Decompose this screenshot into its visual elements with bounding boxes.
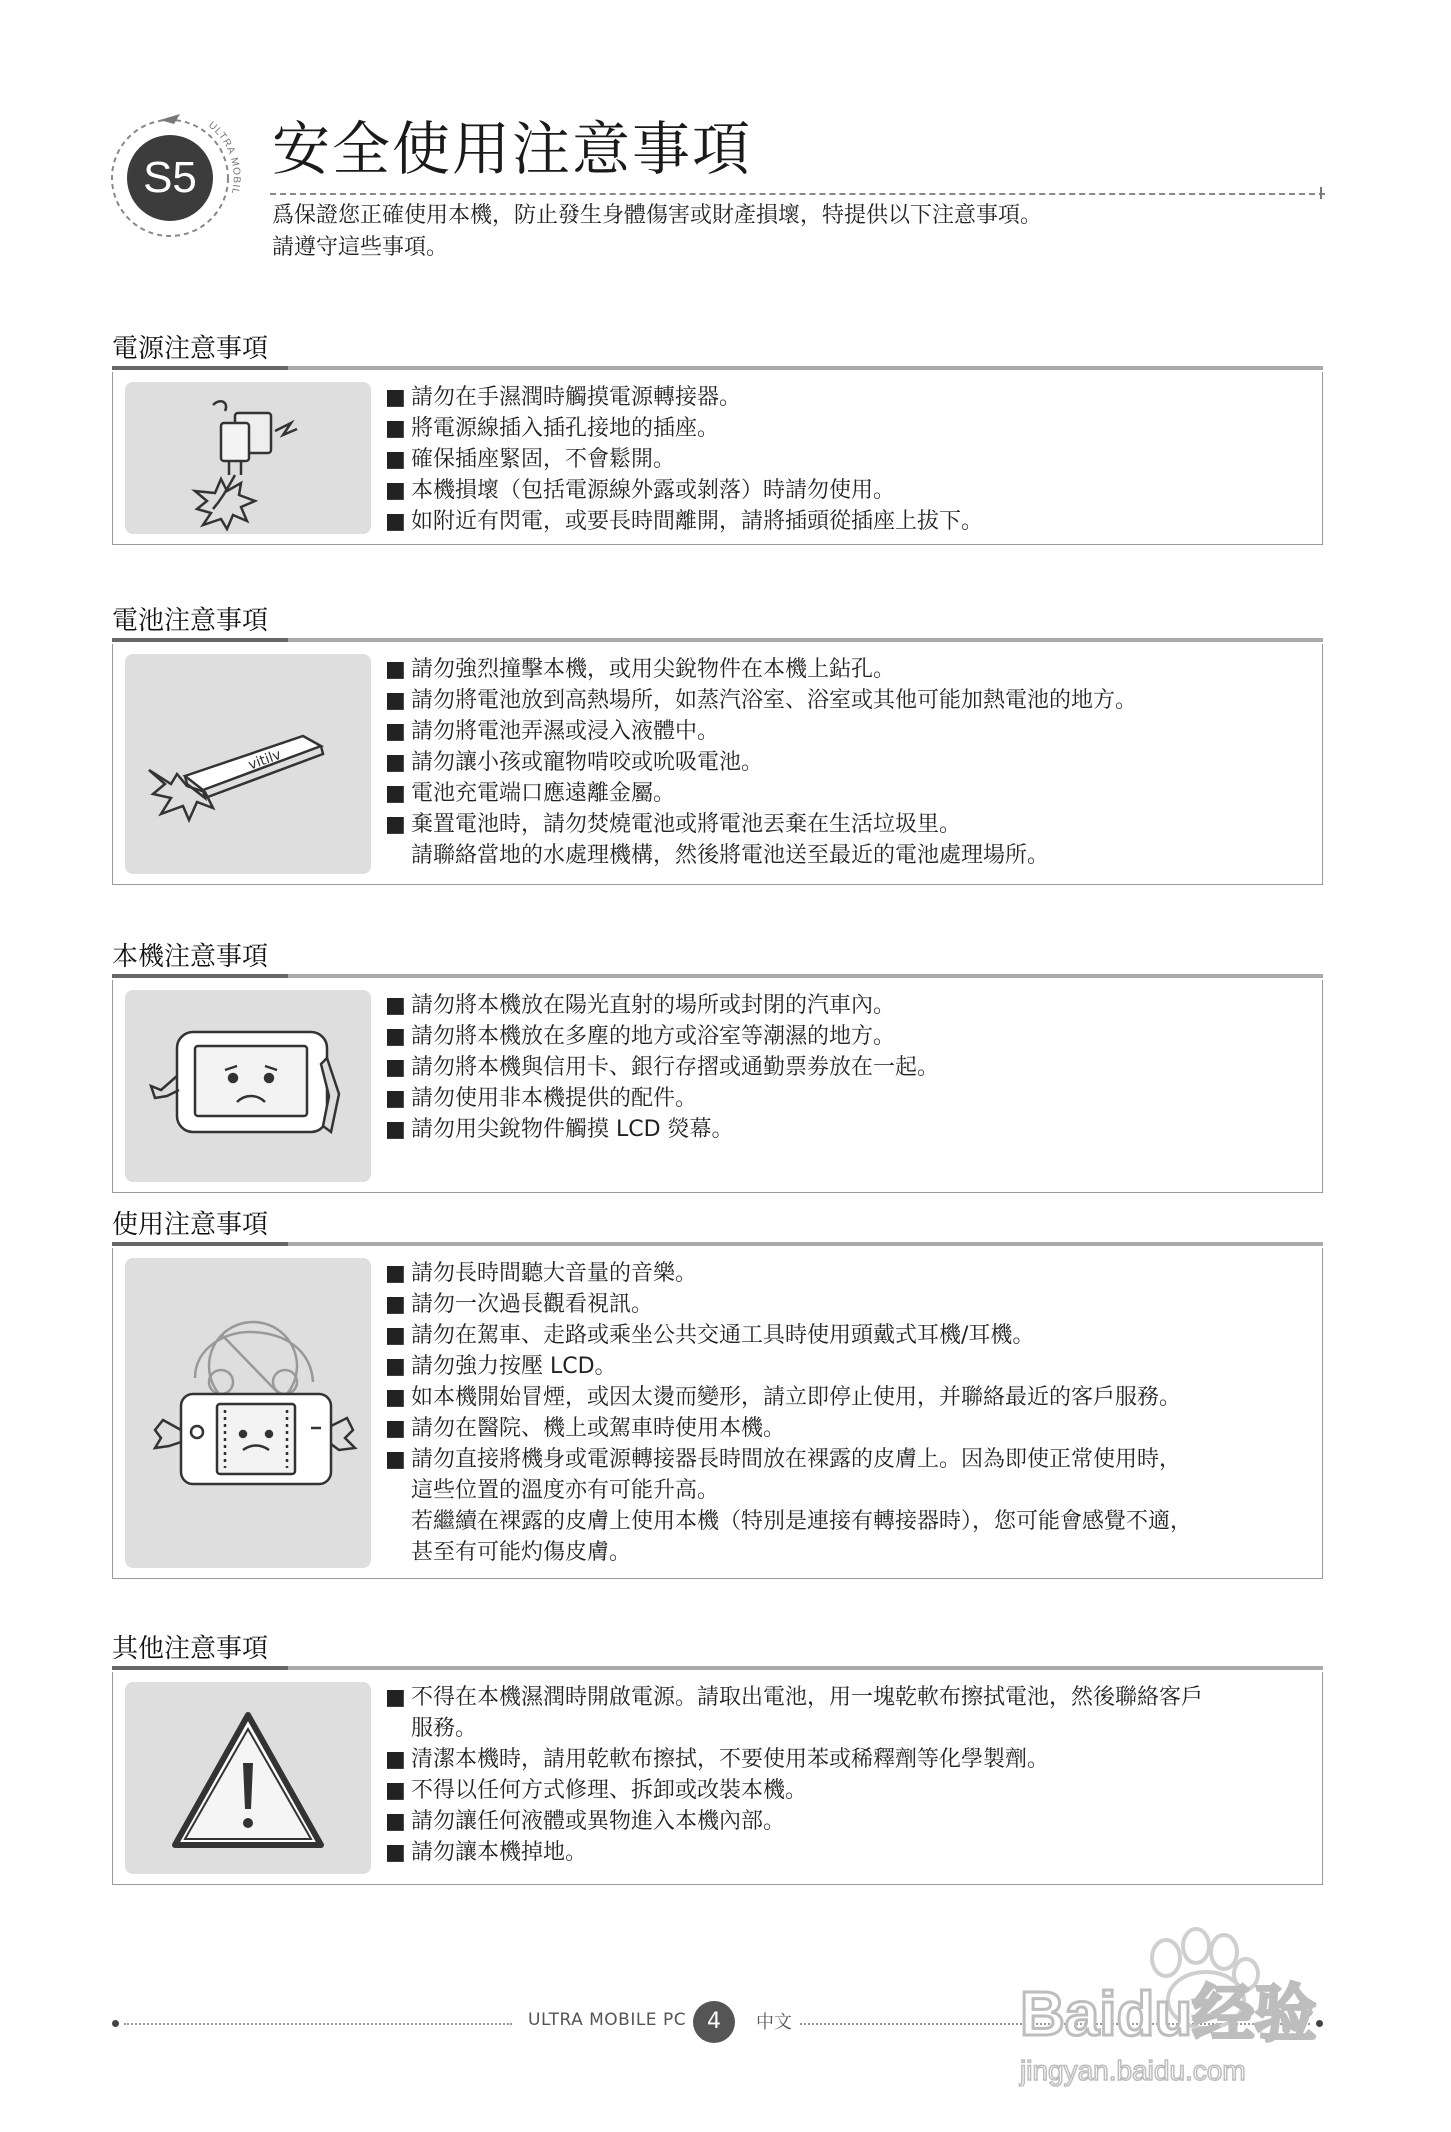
bullet-square-icon: ■ [385,1416,406,1441]
precaution-text: 請勿讓本機掉地。 [411,1840,588,1865]
precaution-text: 請勿在醫院、機上或駕車時使用本機。 [411,1416,786,1441]
precaution-text: 如本機開始冒煙，或因太燙而變形，請立即停止使用，并聯絡最近的客戶服務。 [411,1385,1182,1410]
precaution-list [385,1682,1312,1868]
bullet-square-icon: ■ [385,509,406,534]
bullet-square-icon: ■ [385,1292,406,1317]
intro-text [272,200,1042,264]
precaution-list [385,382,1312,537]
precaution-text: 請勿將本機與信用卡、銀行存摺或通勤票劵放在一起。 [411,1055,940,1080]
section-underline [112,974,1323,978]
section-box [112,1672,1323,1885]
bullet-square-icon: ■ [385,657,406,682]
precaution-text: 電池充電端口應遠離金屬。 [411,781,676,806]
precaution-text: 不得以任何方式修理、拆卸或改裝本機。 [411,1778,808,1803]
precaution-item-continuation [385,840,1312,871]
precaution-list [385,990,1312,1145]
precaution-item-continuation [385,1537,1312,1568]
bullet-square-icon: ■ [385,1024,406,1049]
section-title: 使用注意事項 [112,1210,269,1240]
page-title: 安全使用注意事項 [272,115,753,183]
precaution-item-continuation [385,1506,1312,1537]
section-3 [112,936,1323,1193]
bullet-square-icon: ■ [385,1055,406,1080]
precaution-item [385,1682,1312,1713]
precaution-item [385,382,1312,413]
precaution-text: 請勿將本機放在多塵的地方或浴室等潮濕的地方。 [411,1024,896,1049]
precaution-text: 服務。 [411,1716,478,1741]
section-heading [112,600,1323,642]
bullet-square-icon: ■ [385,478,406,503]
power-adapter-shock-icon [125,382,371,534]
section-underline-accent [112,974,288,978]
precaution-text: 請勿讓任何液體或異物進入本機內部。 [411,1809,786,1834]
battery-impact-icon [125,654,371,874]
intro-line: 爲保證您正確使用本機，防止發生身體傷害或財產損壞，特提供以下注意事項。 [272,203,1043,228]
precaution-list [385,1258,1312,1568]
section-heading [112,328,1323,370]
precaution-item [385,1444,1312,1475]
precaution-item [385,1775,1312,1806]
precaution-text: 如附近有閃電，或要長時間離開，請將插頭從插座上拔下。 [411,509,984,534]
precaution-text: 請勿一次過長觀看視訊。 [411,1292,654,1317]
bullet-square-icon: ■ [385,1747,406,1772]
footer-language: 中文 [756,2012,792,2033]
precaution-text: 請勿在手濕潤時觸摸電源轉接器。 [411,385,742,410]
bullet-square-icon: ■ [385,1261,406,1286]
bullet-square-icon: ■ [385,1840,406,1865]
precaution-item [385,778,1312,809]
section-heading [112,936,1323,978]
section-title: 其他注意事項 [112,1634,269,1664]
battery-label: vitilv [246,746,284,774]
precaution-text: 請聯絡當地的水處理機構，然後將電池送至最近的電池處理場所。 [411,843,1050,868]
section-box [112,980,1323,1193]
section-underline [112,366,1323,370]
section-badge [100,108,270,258]
precaution-text: 請勿直接將機身或電源轉接器長時間放在裸露的皮膚上。因為即使正常使用時， [411,1447,1182,1472]
bullet-square-icon: ■ [385,1117,406,1142]
precaution-item [385,475,1312,506]
bullet-square-icon: ■ [385,812,406,837]
bullet-square-icon: ■ [385,1778,406,1803]
badge-ring-text: ULTRA MOBIL [206,119,242,196]
precaution-text: 請勿使用非本機提供的配件。 [411,1086,698,1111]
footer-rule-left [124,2023,512,2025]
precaution-list [385,654,1312,871]
bullet-square-icon: ■ [385,719,406,744]
warning-triangle-icon [125,1682,371,1874]
precaution-item [385,1382,1312,1413]
section-box [112,372,1323,545]
precaution-text: 若繼續在裸露的皮膚上使用本機（特別是連接有轉接器時），您可能會感覺不適， [411,1509,1193,1534]
precaution-text: 確保插座緊固，不會鬆開。 [411,447,676,472]
section-underline-accent [112,1242,288,1246]
section-box [112,1248,1323,1579]
precaution-item [385,1114,1312,1145]
precaution-item [385,1258,1312,1289]
precaution-item [385,654,1312,685]
precaution-item [385,1806,1312,1837]
section-heading [112,1204,1323,1246]
watermark-url: jingyan.baidu.com [1020,2055,1246,2086]
precaution-text: 請勿在駕車、走路或乘坐公共交通工具時使用頭戴式耳機/耳機。 [411,1323,1035,1348]
section-underline [112,1666,1323,1670]
bullet-square-icon: ■ [385,688,406,713]
precaution-text: 這些位置的溫度亦有可能升高。 [411,1478,720,1503]
sad-device-icon [125,990,371,1182]
section-title: 電源注意事項 [112,334,269,364]
section-1 [112,328,1323,545]
header-divider-end [1320,187,1322,199]
precaution-text: 將電源線插入插孔接地的插座。 [411,416,720,441]
precaution-text: 請勿將電池放到高熱場所，如蒸汽浴室、浴室或其他可能加熱電池的地方。 [411,688,1138,713]
precaution-item [385,444,1312,475]
precaution-item [385,1320,1312,1351]
precaution-text: 請勿長時間聽大音量的音樂。 [411,1261,698,1286]
bullet-square-icon: ■ [385,1809,406,1834]
section-underline-accent [112,1666,288,1670]
bullet-square-icon: ■ [385,750,406,775]
bullet-square-icon: ■ [385,385,406,410]
precaution-item [385,990,1312,1021]
section-underline [112,638,1323,642]
bullet-square-icon: ■ [385,993,406,1018]
precaution-text: 本機損壞（包括電源線外露或剝落）時請勿使用。 [411,478,896,503]
bullet-square-icon: ■ [385,1447,406,1472]
precaution-item [385,1052,1312,1083]
intro-line: 請遵守這些事項。 [272,235,449,260]
bullet-square-icon: ■ [385,1086,406,1111]
precaution-item [385,1021,1312,1052]
section-underline [112,1242,1323,1246]
footer-dot-left [112,2020,119,2027]
precaution-text: 清潔本機時，請用乾軟布擦拭，不要使用苯或稀釋劑等化學製劑。 [411,1747,1050,1772]
precaution-item [385,747,1312,778]
section-underline-accent [112,366,288,370]
bullet-square-icon: ■ [385,781,406,806]
section-box [112,644,1323,885]
bullet-square-icon: ■ [385,447,406,472]
precaution-item [385,1289,1312,1320]
badge-code: S5 [143,153,197,202]
page-number: 4 [693,2001,735,2043]
section-underline-accent [112,638,288,642]
precaution-item [385,1744,1312,1775]
watermark-logo-text: Baidu经验 [1020,1980,1317,2049]
precaution-text: 請勿讓小孩或寵物啃咬或吮吸電池。 [411,750,764,775]
precaution-text: 請勿強力按壓 LCD。 [411,1354,617,1379]
no-driving-device-icon [125,1258,371,1568]
precaution-item [385,1413,1312,1444]
section-title: 電池注意事項 [112,606,269,636]
precaution-item [385,1083,1312,1114]
bullet-square-icon: ■ [385,1354,406,1379]
header-divider [270,193,1325,195]
section-heading [112,1628,1323,1670]
precaution-item-continuation [385,1475,1312,1506]
precaution-item-continuation [385,1713,1312,1744]
precaution-item [385,1351,1312,1382]
precaution-item [385,413,1312,444]
bullet-square-icon: ■ [385,1385,406,1410]
precaution-item [385,506,1312,537]
precaution-text: 請勿將電池弄濕或浸入液體中。 [411,719,720,744]
precaution-item [385,685,1312,716]
precaution-text: 棄置電池時，請勿焚燒電池或將電池丟棄在生活垃圾里。 [411,812,962,837]
baidu-watermark [1016,1900,1346,2100]
bullet-square-icon: ■ [385,1685,406,1710]
precaution-text: 請勿強烈撞擊本機，或用尖銳物件在本機上鉆孔。 [411,657,896,682]
precaution-text: 請勿用尖銳物件觸摸 LCD 熒幕。 [411,1117,734,1142]
section-2 [112,600,1323,885]
precaution-text: 不得在本機濕潤時開啟電源。請取出電池，用一塊乾軟布擦拭電池，然後聯絡客戶 [411,1685,1204,1710]
precaution-item [385,809,1312,840]
precaution-text: 請勿將本機放在陽光直射的場所或封閉的汽車內。 [411,993,896,1018]
footer-brand: ULTRA MOBILE PC [528,2010,687,2030]
section-5 [112,1628,1323,1885]
section-4 [112,1204,1323,1579]
precaution-text: 甚至有可能灼傷皮膚。 [411,1540,632,1565]
bullet-square-icon: ■ [385,1323,406,1348]
precaution-item [385,1837,1312,1868]
precaution-item [385,716,1312,747]
bullet-square-icon: ■ [385,416,406,441]
section-title: 本機注意事項 [112,942,269,972]
